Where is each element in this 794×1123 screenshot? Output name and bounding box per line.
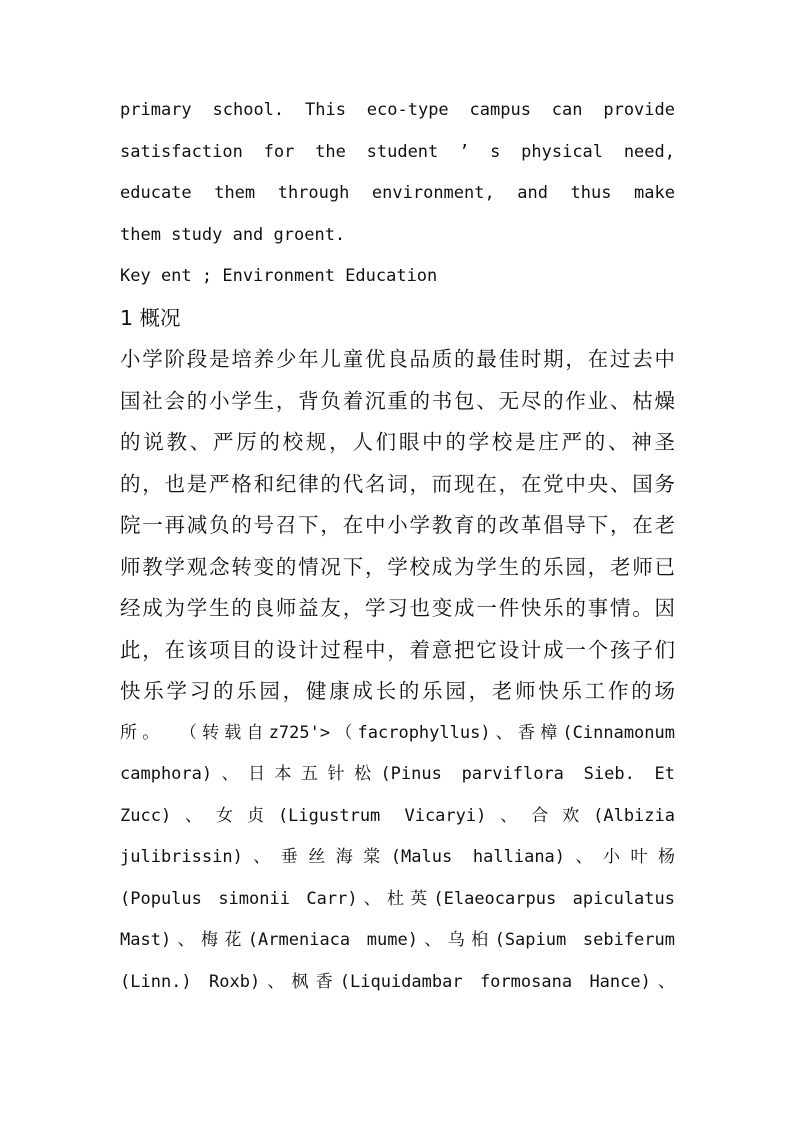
body-line: 所。 （转载自z725'>（facrophyllus)、香樟(Cinnamonum [120, 722, 675, 743]
document-page [120, 90, 675, 1003]
body-line: 经成为学生的良师益友，学习也变成一件快乐的事情。因 [120, 596, 675, 620]
body-line: Mast)、梅花(Armeniaca mume)、乌桕(Sapium sebiferum [120, 930, 675, 950]
section-heading: 1 概况 [120, 305, 181, 330]
body-line: 国社会的小学生，背负着沉重的书包、无尽的作业、枯燥 [120, 388, 675, 413]
body-line: (Linn.) Roxb)、枫香(Liquidambar formosana Hance)、 [120, 971, 675, 992]
body-line: 的，也是严格和纪律的代名词，而现在，在党中央、国务 [120, 471, 675, 496]
abstract-line: educate them through environment, and thus make [120, 183, 675, 203]
abstract-line: primary school. This eco-type campus can provide [120, 100, 675, 120]
body-line: 师教学观念转变的情况下，学校成为学生的乐园，老师已 [120, 554, 675, 579]
body-line: 此，在该项目的设计过程中，着意把它设计成一个孩子们 [120, 637, 675, 662]
body-line: 院一再减负的号召下，在中小学教育的改革倡导下，在老 [120, 513, 675, 537]
body-line: 快乐学习的乐园，健康成长的乐园，老师快乐工作的场 [120, 679, 675, 703]
body-line: Zucc)、女贞(Ligustrum Vicaryi)、合欢(Albizia [120, 805, 675, 826]
abstract-line: satisfaction for the student ’ s physical need, [120, 141, 675, 162]
body-line: julibrissin)、垂丝海棠(Malus halliana)、小叶杨 [120, 847, 675, 867]
keywords-line: Key ent ; Environment Education [120, 266, 438, 286]
body-line: 的说教、严厉的校规，人们眼中的学校是庄严的、神圣 [120, 430, 675, 454]
body-line: camphora)、日本五针松(Pinus parviflora Sieb. Et [120, 764, 675, 784]
body-line: (Populus simonii Carr)、杜英(Elaeocarpus apiculatus [120, 888, 675, 909]
body-line: 小学阶段是培养少年儿童优良品质的最佳时期，在过去中 [120, 347, 675, 371]
abstract-line: them study and groent. [120, 224, 346, 245]
